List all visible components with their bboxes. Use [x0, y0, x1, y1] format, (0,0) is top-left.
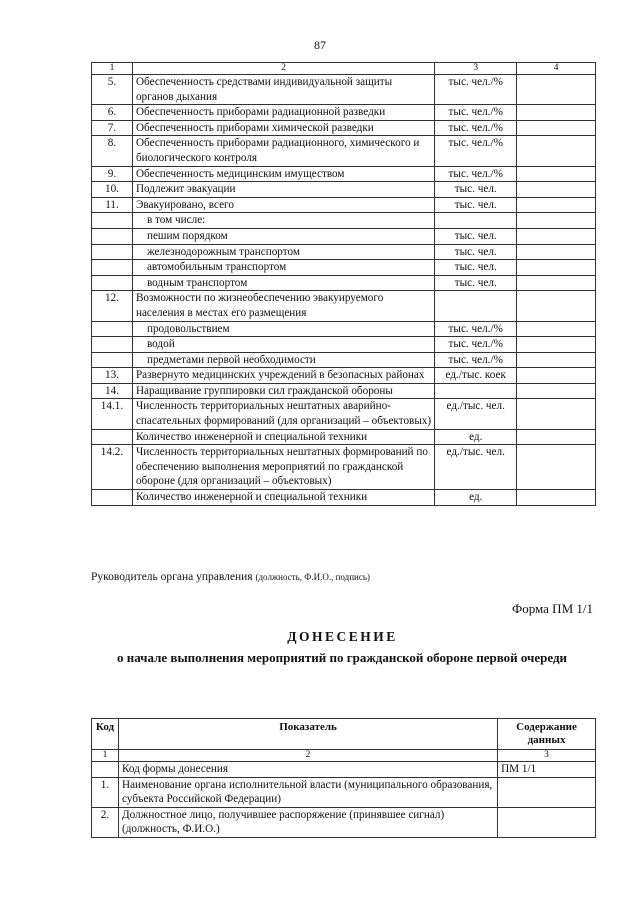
page-number: 87: [314, 38, 326, 52]
row-label: Возможности по жизнеобеспечению эвакуируемого населения в местах его размещения: [132, 291, 434, 321]
row-number: 14.: [92, 383, 133, 399]
column-number: 3: [498, 750, 596, 762]
row-number: 5.: [92, 75, 133, 105]
row-unit: ед./тыс. коек: [435, 368, 517, 384]
row-number: 7.: [92, 120, 133, 136]
row-label: Обеспеченность медицинским имуществом: [132, 166, 434, 182]
row-unit: ед.: [435, 429, 517, 445]
row-number: [92, 260, 133, 276]
table-row: [92, 166, 596, 182]
row-code: 2.: [92, 807, 119, 837]
row-value: [517, 182, 596, 198]
row-label: автомобильным транспортом: [132, 260, 434, 276]
table-row: [92, 777, 596, 807]
row-unit: тыс. чел.: [435, 182, 517, 198]
signature-note: (должность, Ф.И.О., подпись): [255, 572, 370, 582]
row-number: [92, 429, 133, 445]
row-label: Наименование органа исполнительной власти (муниципального образования, субъекта Российской Федерации): [118, 777, 497, 807]
column-number: 4: [517, 63, 596, 75]
row-number: [92, 275, 133, 291]
row-number: 13.: [92, 368, 133, 384]
table-row: [92, 352, 596, 368]
row-value: [517, 337, 596, 353]
table-row: [92, 337, 596, 353]
row-number: 8.: [92, 136, 133, 166]
table-row: [92, 136, 596, 166]
row-number: [92, 244, 133, 260]
row-value: [517, 352, 596, 368]
column-number: 2: [118, 750, 497, 762]
row-label: Количество инженерной и специальной техники: [132, 429, 434, 445]
row-label: Обеспеченность приборами химической разведки: [132, 120, 434, 136]
table-row: [92, 228, 596, 244]
document-subtitle: о начале выполнения мероприятий по гражданской обороне первой очереди: [116, 650, 568, 665]
column-number: 2: [132, 63, 434, 75]
row-number: 11.: [92, 197, 133, 213]
row-label: водным транспортом: [132, 275, 434, 291]
row-unit: тыс. чел./%: [435, 337, 517, 353]
form-label: Форма ПМ 1/1: [511, 601, 593, 616]
column-title: Показатель: [118, 719, 497, 750]
row-unit: тыс. чел./%: [435, 166, 517, 182]
row-label: Обеспеченность приборами радиационного, химического и биологического контроля: [132, 136, 434, 166]
row-value: [517, 291, 596, 321]
row-number: 6.: [92, 105, 133, 121]
table-row: [92, 182, 596, 198]
row-number: 14.2.: [92, 445, 133, 490]
document-title: ДОНЕСЕНИЕ: [287, 629, 398, 644]
row-value: [517, 75, 596, 105]
table-row: [92, 321, 596, 337]
table-row: [92, 490, 596, 506]
row-value: [517, 399, 596, 429]
row-label: Обеспеченность средствами индивидуальной защиты органов дыхания: [132, 75, 434, 105]
row-unit: тыс. чел./%: [435, 352, 517, 368]
row-value: [517, 368, 596, 384]
row-unit: тыс. чел.: [435, 228, 517, 244]
row-number: 14.1.: [92, 399, 133, 429]
row-value: [517, 197, 596, 213]
table-row: [92, 429, 596, 445]
row-unit: тыс. чел./%: [435, 321, 517, 337]
row-number: [92, 213, 133, 229]
table-row: [92, 105, 596, 121]
row-label: предметами первой необходимости: [132, 352, 434, 368]
column-number: 1: [92, 750, 119, 762]
table-row: [92, 291, 596, 321]
row-number: [92, 337, 133, 353]
row-number: 10.: [92, 182, 133, 198]
row-value: [517, 445, 596, 490]
row-number: 9.: [92, 166, 133, 182]
table-row: [92, 75, 596, 105]
table-row: [92, 762, 596, 778]
table-header-row: [92, 750, 596, 762]
row-unit: тыс. чел.: [435, 275, 517, 291]
column-number: 1: [92, 63, 133, 75]
row-value: ПМ 1/1: [498, 762, 596, 778]
table-row: [92, 197, 596, 213]
row-unit: [435, 213, 517, 229]
row-label: пешим порядком: [132, 228, 434, 244]
row-unit: тыс. чел.: [435, 260, 517, 276]
row-label: Развернуто медицинских учреждений в безопасных районах: [132, 368, 434, 384]
indicators-table: [91, 62, 596, 506]
row-label: Количество инженерной и специальной техники: [132, 490, 434, 506]
row-label: Подлежит эвакуации: [132, 182, 434, 198]
column-title-row: [92, 719, 596, 750]
row-value: [517, 166, 596, 182]
row-number: 12.: [92, 291, 133, 321]
row-value: [517, 321, 596, 337]
row-code: 1.: [92, 777, 119, 807]
row-label: Код формы донесения: [118, 762, 497, 778]
row-label: Обеспеченность приборами радиационной разведки: [132, 105, 434, 121]
row-unit: [435, 291, 517, 321]
row-unit: тыс. чел.: [435, 197, 517, 213]
row-unit: тыс. чел./%: [435, 120, 517, 136]
row-value: [517, 260, 596, 276]
row-value: [517, 105, 596, 121]
row-unit: тыс. чел./%: [435, 105, 517, 121]
row-value: [517, 228, 596, 244]
row-label: продовольствием: [132, 321, 434, 337]
report-table: [91, 718, 596, 838]
signature-text: Руководитель органа управления: [91, 571, 253, 583]
row-code: [92, 762, 119, 778]
row-label: Численность территориальных нештатных аварийно-спасательных формирований (для организаций – объектовых): [132, 399, 434, 429]
table-row: [92, 807, 596, 837]
column-title: Содержание данных: [498, 719, 596, 750]
table-row: [92, 120, 596, 136]
column-number: 3: [435, 63, 517, 75]
row-label: Наращивание группировки сил гражданской обороны: [132, 383, 434, 399]
row-number: [92, 352, 133, 368]
row-unit: ед./тыс. чел.: [435, 445, 517, 490]
row-value: [517, 120, 596, 136]
table-row: [92, 213, 596, 229]
row-label: водой: [132, 337, 434, 353]
row-unit: [435, 383, 517, 399]
table-row: [92, 399, 596, 429]
row-unit: ед.: [435, 490, 517, 506]
row-value: [517, 383, 596, 399]
row-value: [517, 429, 596, 445]
table-row: [92, 368, 596, 384]
row-label: железнодорожным транспортом: [132, 244, 434, 260]
table-header-row: [92, 63, 596, 75]
row-value: [498, 777, 596, 807]
row-unit: ед./тыс. чел.: [435, 399, 517, 429]
row-value: [517, 244, 596, 260]
row-number: [92, 321, 133, 337]
row-number: [92, 490, 133, 506]
table-row: [92, 275, 596, 291]
row-value: [517, 275, 596, 291]
row-unit: тыс. чел.: [435, 244, 517, 260]
row-number: [92, 228, 133, 244]
row-value: [498, 807, 596, 837]
row-label: в том числе:: [132, 213, 434, 229]
row-unit: тыс. чел./%: [435, 136, 517, 166]
table-row: [92, 445, 596, 490]
column-title: Код: [92, 719, 119, 750]
signature-line: [91, 571, 370, 583]
table-row: [92, 383, 596, 399]
row-label: Должностное лицо, получившее распоряжение (принявшее сигнал) (должность, Ф.И.О.): [118, 807, 497, 837]
row-value: [517, 213, 596, 229]
table-row: [92, 244, 596, 260]
row-label: Эвакуировано, всего: [132, 197, 434, 213]
table-row: [92, 260, 596, 276]
row-unit: тыс. чел./%: [435, 75, 517, 105]
row-value: [517, 136, 596, 166]
row-label: Численность территориальных нештатных формирований по обеспечению выполнения мероприятий по гражданской обороне (для организаций – объектовых): [132, 445, 434, 490]
row-value: [517, 490, 596, 506]
